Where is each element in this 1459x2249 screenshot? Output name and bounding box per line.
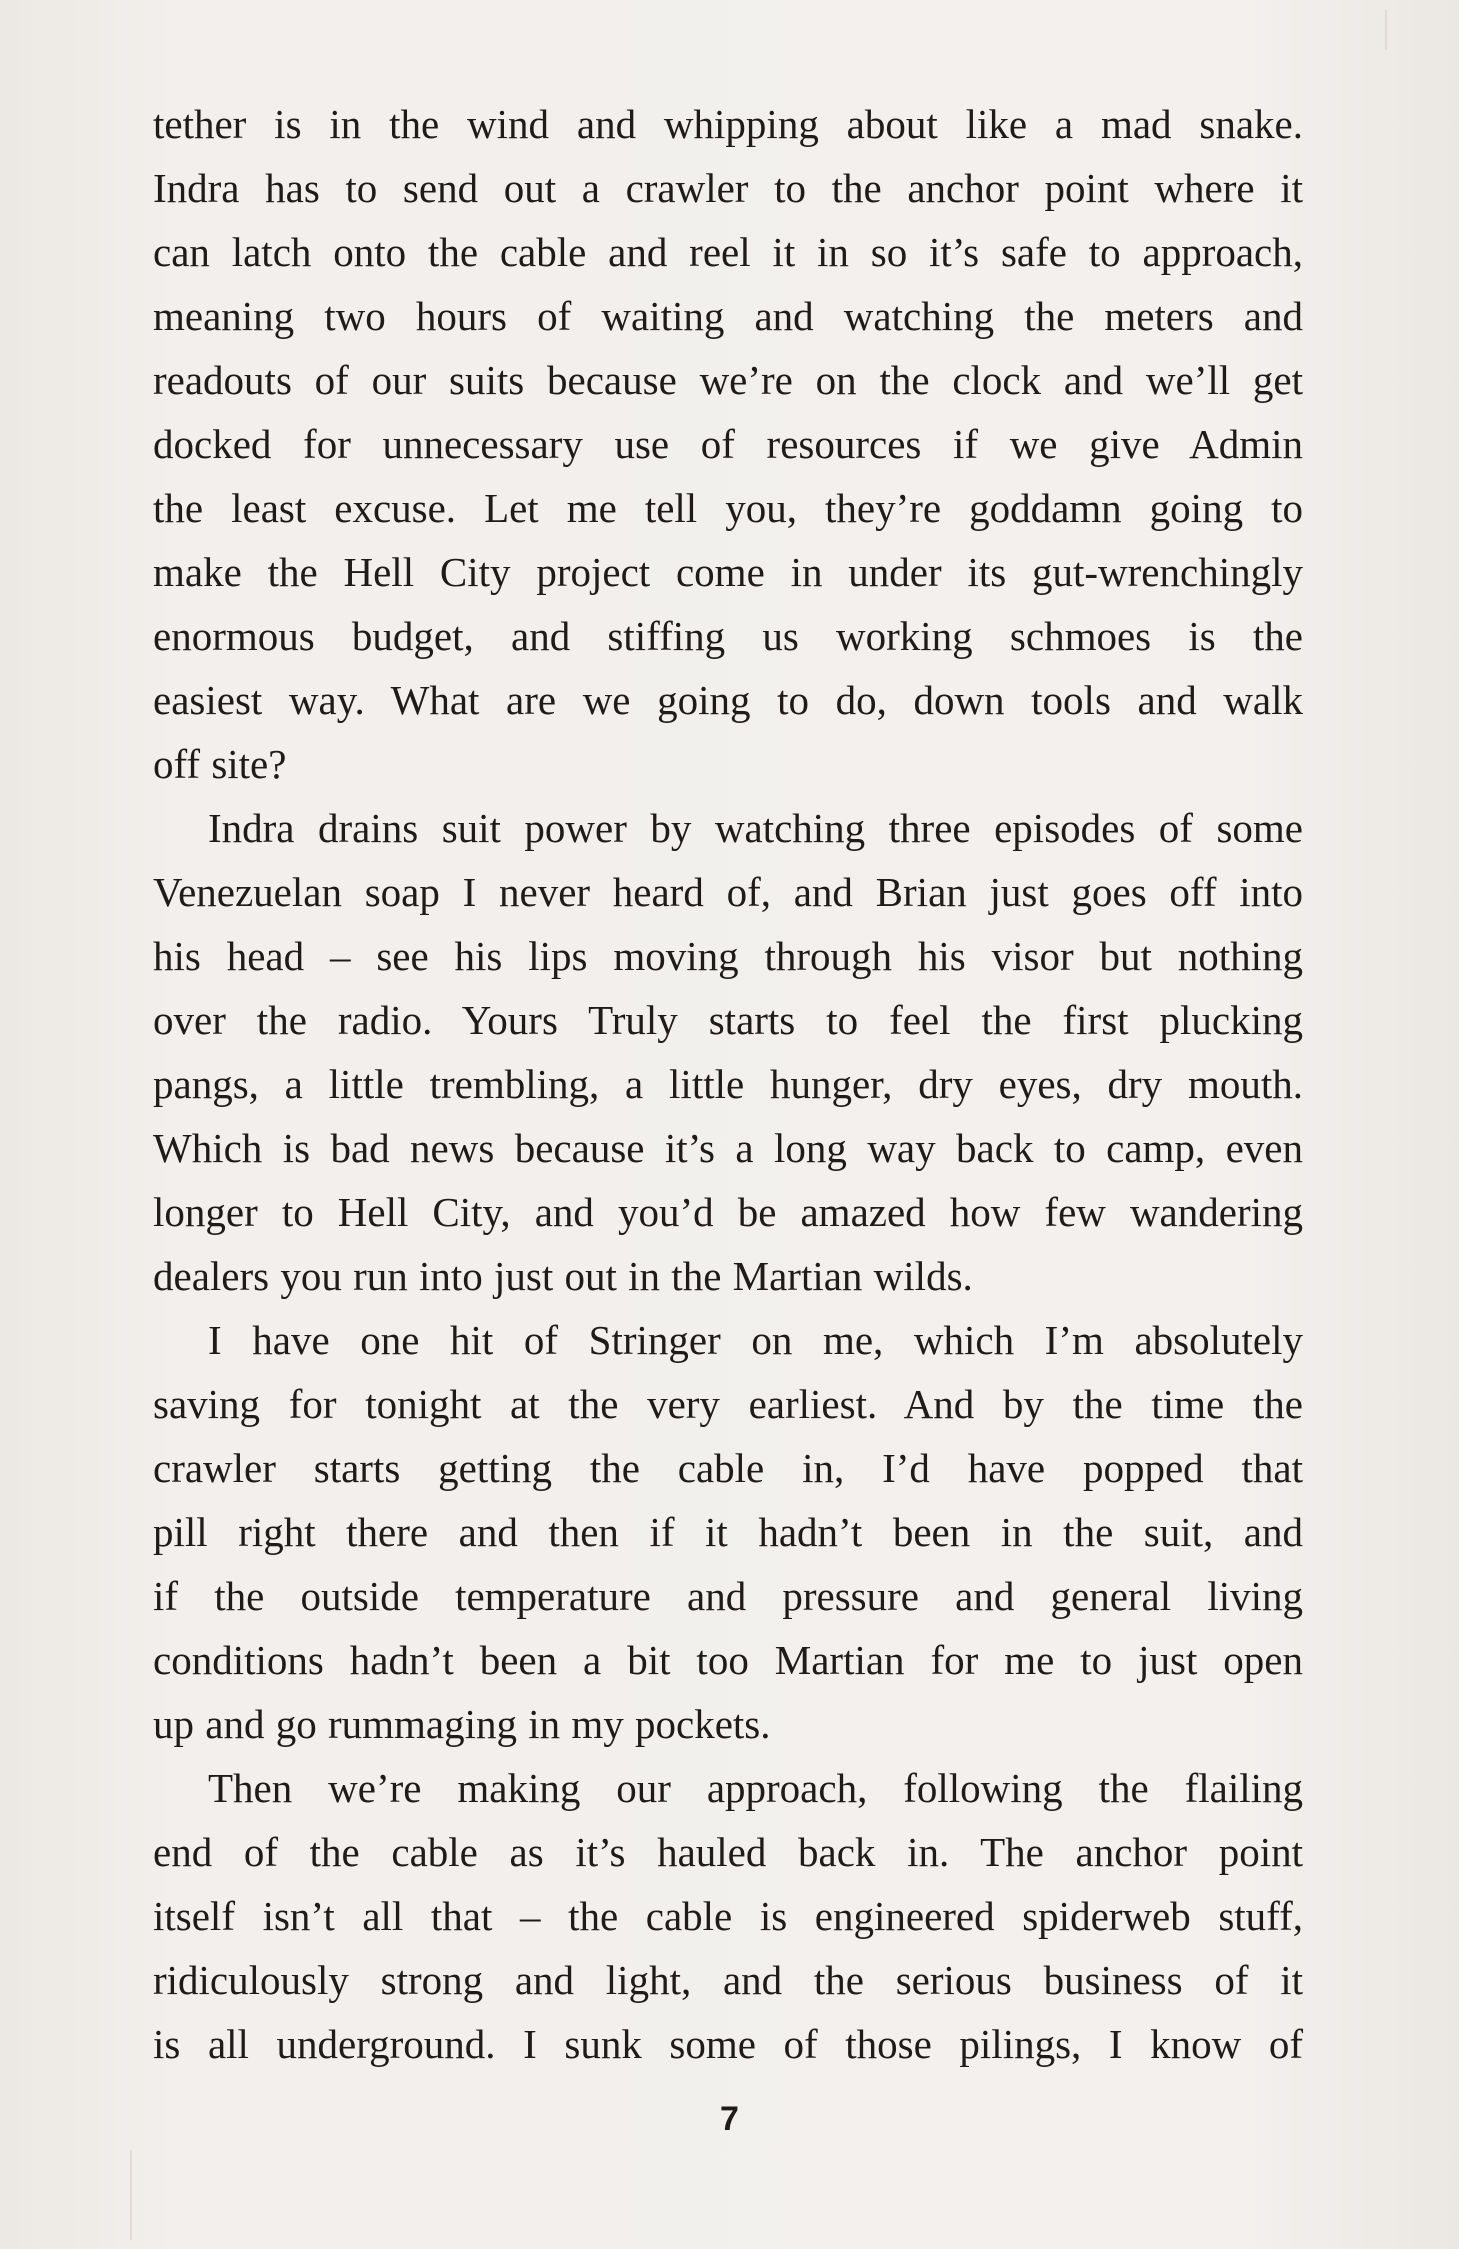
text-line: the least excuse. Let me tell you, they’re goddamn going to [153, 485, 1303, 531]
page-number: 7 [720, 2100, 739, 2138]
text-line: Indra has to send out a crawler to the anchor point where it [153, 165, 1303, 211]
text-line: over the radio. Yours Truly starts to feel the first plucking [153, 997, 1303, 1043]
text-line: Then we’re making our approach, following the flailing [208, 1765, 1303, 1811]
text-line: meaning two hours of waiting and watching the meters and [153, 293, 1303, 339]
scan-artifact [1385, 10, 1387, 50]
text-line: end of the cable as it’s hauled back in. The anchor point [153, 1829, 1303, 1875]
text-line: his head – see his lips moving through his visor but nothing [153, 933, 1303, 979]
text-line: can latch onto the cable and reel it in so it’s safe to approach, [153, 229, 1303, 275]
text-line: ridiculously strong and light, and the serious business of it [153, 1957, 1303, 2003]
text-line: Venezuelan soap I never heard of, and Brian just goes off into [153, 869, 1303, 915]
text-line: pangs, a little trembling, a little hunger, dry eyes, dry mouth. [153, 1061, 1303, 1107]
text-line: off site? [153, 741, 287, 787]
scan-artifact [130, 2150, 132, 2240]
text-line: tether is in the wind and whipping about like a mad snake. [153, 101, 1303, 147]
body-text [153, 92, 1303, 2076]
text-line: make the Hell City project come in under its gut-wrenchingly [153, 549, 1303, 595]
text-line: crawler starts getting the cable in, I’d have popped that [153, 1445, 1303, 1491]
text-line: docked for unnecessary use of resources if we give Admin [153, 421, 1303, 467]
text-line: Indra drains suit power by watching three episodes of some [208, 805, 1303, 851]
text-line: dealers you run into just out in the Martian wilds. [153, 1253, 973, 1299]
text-line: easiest way. What are we going to do, down tools and walk [153, 677, 1303, 723]
text-line: up and go rummaging in my pockets. [153, 1701, 771, 1747]
text-line: saving for tonight at the very earliest. And by the time the [153, 1381, 1303, 1427]
text-line: is all underground. I sunk some of those pilings, I know of [153, 2021, 1303, 2067]
text-line: readouts of our suits because we’re on the clock and we’ll get [153, 357, 1303, 403]
text-line: I have one hit of Stringer on me, which I’m absolutely [208, 1317, 1303, 1363]
text-line: Which is bad news because it’s a long way back to camp, even [153, 1125, 1303, 1171]
text-line: if the outside temperature and pressure and general living [153, 1573, 1303, 1619]
text-line: itself isn’t all that – the cable is engineered spiderweb stuff, [153, 1893, 1303, 1939]
text-line: pill right there and then if it hadn’t been in the suit, and [153, 1509, 1303, 1555]
text-line: enormous budget, and stiffing us working schmoes is the [153, 613, 1303, 659]
text-line: longer to Hell City, and you’d be amazed how few wandering [153, 1189, 1303, 1235]
text-line: conditions hadn’t been a bit too Martian for me to just open [153, 1637, 1303, 1683]
